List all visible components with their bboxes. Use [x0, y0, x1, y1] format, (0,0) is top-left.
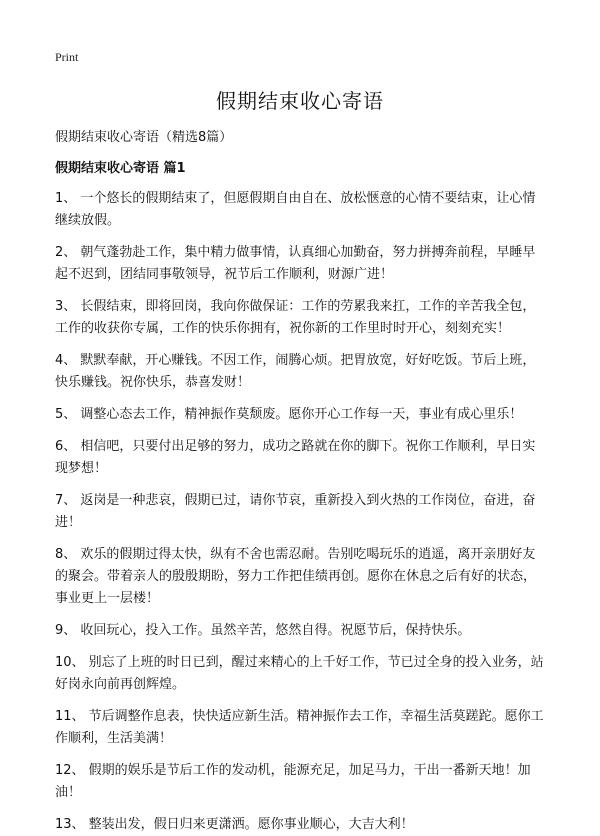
document-subtitle: 假期结束收心寄语（精选8篇） [55, 130, 233, 145]
list-item: 9、 收回玩心，投入工作。虽然辛苦，悠然自得。祝愿节后，保持快乐。 [55, 623, 471, 638]
list-item: 12、 假期的娱乐是节后工作的发动机，能源充足，加足马力，干出一番新天地！加油！ [55, 763, 531, 800]
list-item: 13、 整装出发，假日归来更潇洒。愿你事业顺心，大吉大利！ [55, 817, 414, 832]
message-list [55, 188, 545, 836]
list-item: 6、 相信吧，只要付出足够的努力，成功之路就在你的脚下。祝你工作顺利，早日实现梦想！ [55, 439, 536, 476]
list-item: 2、 朝气蓬勃赴工作，集中精力做事情，认真细心加勤奋，努力拼搏奔前程，早睡早起不迟到，团结同事敬领导，祝节后工作顺利，财源广进！ [55, 245, 536, 282]
list-item: 4、 默默奉献，开心赚钱。不因工作，闹腾心烦。把胃放宽，好好吃饭。节后上班，快乐赚钱。祝你快乐，恭喜发财！ [55, 353, 536, 390]
list-item: 1、 一个悠长的假期结束了，但愿假期自由自在、放松惬意的心情不要结束，让心情继续放假。 [55, 191, 536, 228]
page-title: 假期结束收心寄语 [216, 89, 384, 113]
list-item: 3、 长假结束，即将回岗，我向你做保证：工作的劳累我来扛，工作的辛苦我全包，工作的收获你专属，工作的快乐你拥有，祝你新的工作里时时开心，刻刻充实！ [55, 299, 536, 336]
list-item: 8、 欢乐的假期过得太快，纵有不舍也需忍耐。告别吃喝玩乐的逍遥，离开亲朋好友的聚会。带着亲人的殷殷期盼，努力工作把佳绩再创。愿你在休息之后有好的状态，事业更上一层楼！ [55, 547, 537, 606]
print-link[interactable]: Print [55, 50, 79, 64]
list-item: 7、 返岗是一种悲哀，假期已过，请你节哀，重新投入到火热的工作岗位，奋进，奋进！ [55, 493, 536, 530]
list-item: 10、 别忘了上班的时日已到，醒过来精心的上千好工作，节已过全身的投入业务，站好岗永向前再创辉煌。 [55, 655, 544, 692]
list-item: 11、 节后调整作息表，快快适应新生活。精神振作去工作，幸福生活莫蹉跎。愿你工作顺利，生活美满！ [55, 709, 544, 746]
section-heading: 假期结束收心寄语 篇1 [55, 161, 186, 176]
list-item: 5、 调整心态去工作，精神振作莫颓废。愿你开心工作每一天，事业有成心里乐！ [55, 407, 523, 422]
